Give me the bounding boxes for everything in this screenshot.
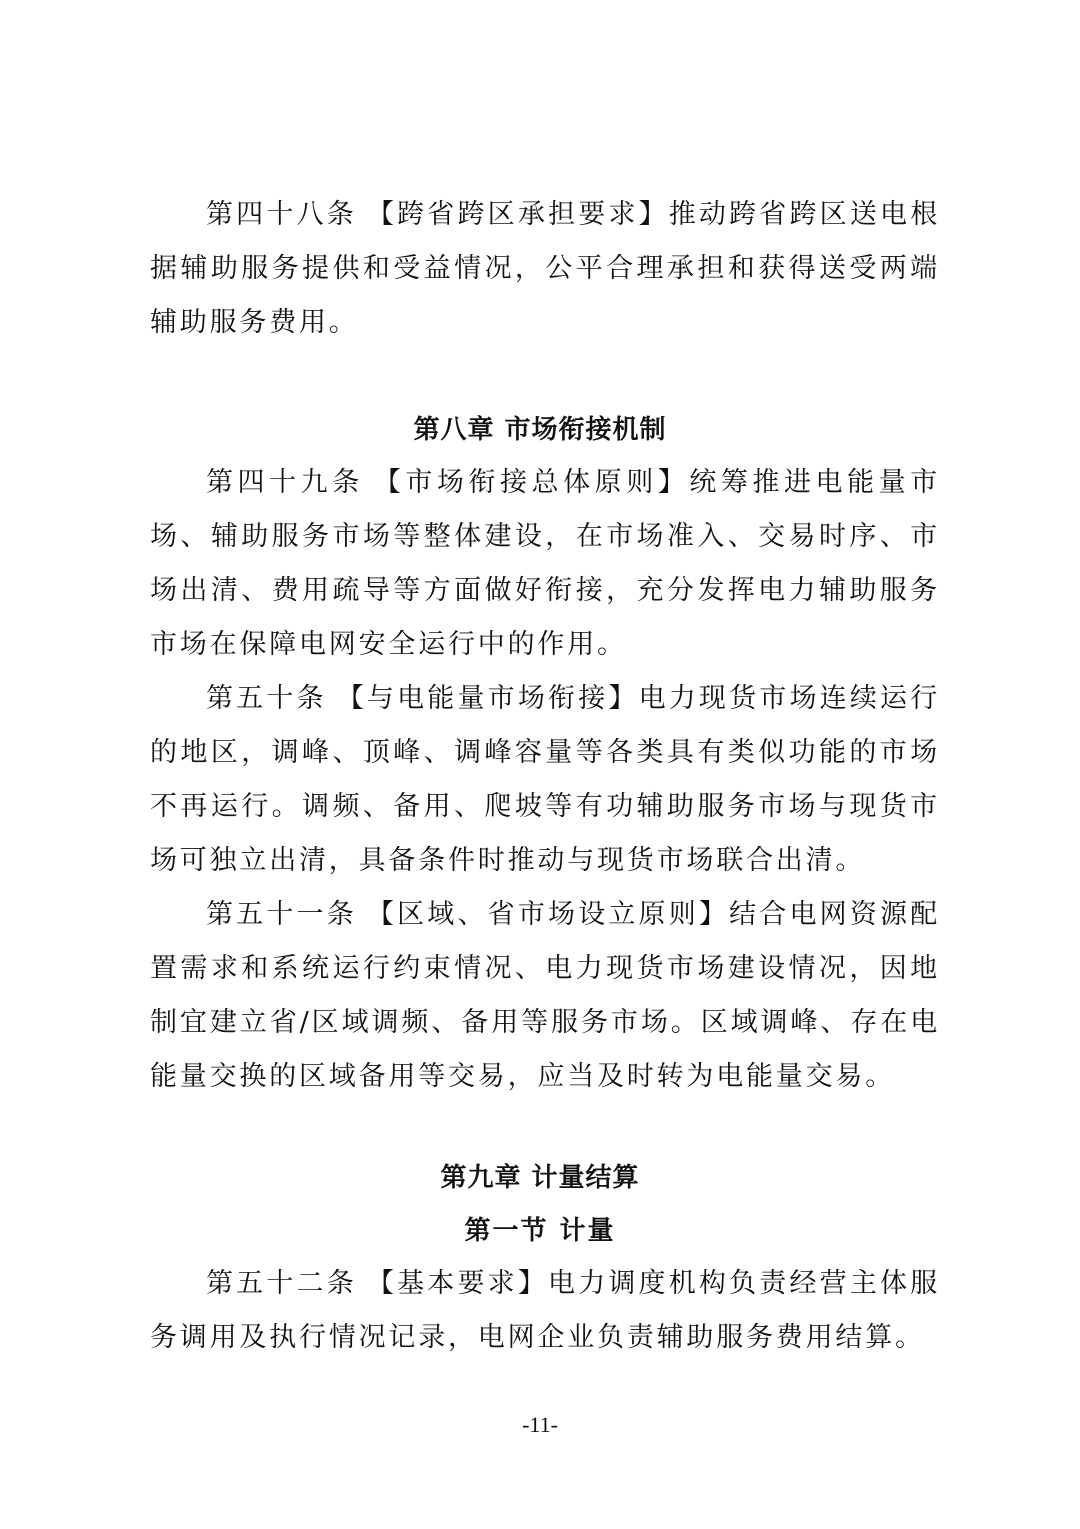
article-title: 【与电能量市场衔接】 (336, 683, 639, 714)
article-title: 【区域、省市场设立原则】 (366, 899, 730, 930)
article-title: 【跨省跨区承担要求】 (366, 199, 669, 230)
section-heading-1: 第一节 计量 (464, 1216, 616, 1246)
article-title: 【基本要求】 (366, 1268, 549, 1299)
article-number: 第四十九条 (206, 467, 364, 498)
chapter-heading-9: 第九章 计量结算 (440, 1163, 640, 1193)
article-text: 统筹推进电能量市场、辅助服务市场等整体建设，在市场准入、交易时序、市场出清、费用疏导等方面做好衔接，充分发挥电力辅助服务市场在保障电网安全运行中的作用。 (150, 467, 941, 660)
article-number: 第五十二条 (206, 1268, 357, 1299)
article-number: 第五十一条 (206, 899, 357, 930)
article-text: 结合电网资源配置需求和系统运行约束情况、电力现货市场建设情况，因地制宜建立省/区域调频、备用等服务市场。区域调峰、存在电能量交换的区域备用等交易，应当及时转为电能量交易。 (150, 899, 940, 1092)
chapter-heading-8: 第八章 市场衔接机制 (413, 415, 667, 445)
article-text: 电力现货市场连续运行的地区，调峰、顶峰、调峰容量等各类具有类似功能的市场不再运行。调频、备用、爬坡等有功辅助服务市场与现货市场可独立出清，具备条件时推动与现货市场联合出清。 (150, 683, 941, 876)
article-text: 推动跨省跨区送电根据辅助服务提供和受益情况，公平合理承担和获得送受两端辅助服务费用。 (150, 199, 941, 338)
article-49 (150, 456, 940, 672)
article-51 (150, 888, 940, 1104)
article-text: 电力调度机构负责经营主体服务调用及执行情况记录，电网企业负责辅助服务费用结算。 (150, 1268, 940, 1353)
article-title: 【市场衔接总体原则】 (373, 467, 690, 498)
page-number: -11- (522, 1412, 558, 1437)
article-52 (150, 1257, 940, 1365)
article-number: 第五十条 (206, 683, 327, 714)
article-50 (150, 672, 940, 888)
article-48 (150, 188, 940, 350)
article-number: 第四十八条 (206, 199, 357, 230)
